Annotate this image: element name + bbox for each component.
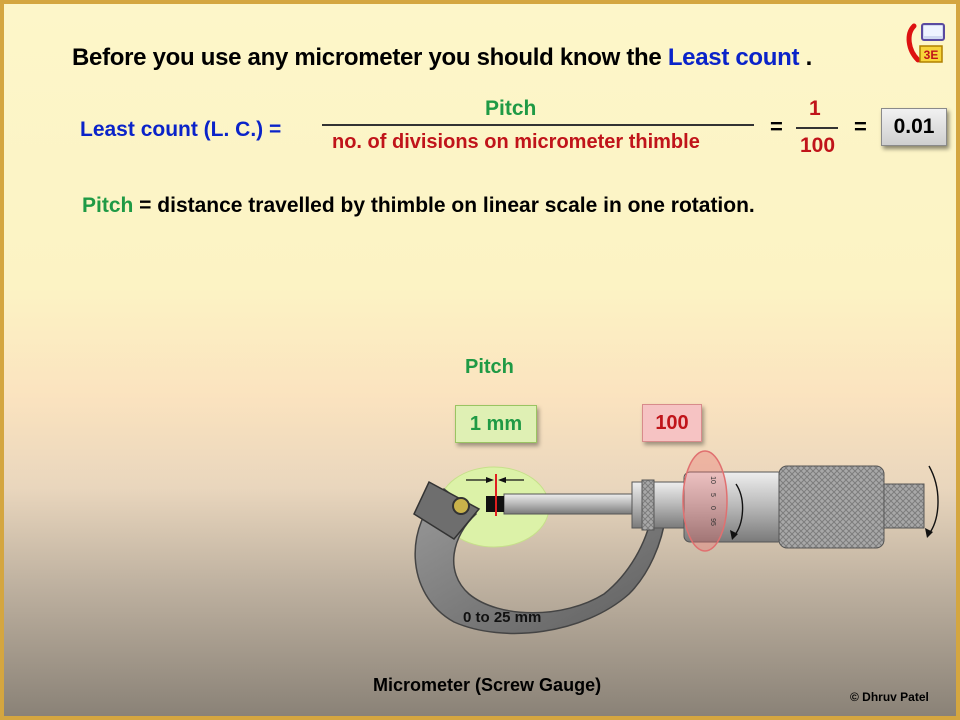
pitch-definition-text: = distance travelled by thimble on linear scale in one rotation. [133,194,755,217]
fraction-bar-small [796,127,838,129]
pitch-label: Pitch [465,356,514,378]
heading-accent: Least count [667,44,800,71]
slide-heading [72,44,812,72]
svg-text:3E: 3E [923,48,939,62]
thimble-mark-5: 5 [709,493,716,497]
pitch-definition [82,194,755,218]
fraction-bar [322,124,754,126]
thimble-mark-10: 10 [709,476,716,484]
heading-text: Before you use any micrometer you should know the [72,44,662,71]
ratchet-end [884,484,924,528]
thimble-mark-95: 95 [709,518,716,526]
micrometer-drawing [384,444,944,664]
thimble-mark-0: 0 [709,506,716,510]
diagram-caption: Micrometer (Screw Gauge) [373,675,602,695]
fraction-denominator: 100 [800,134,836,157]
range-label: 0 to 25 mm [463,609,542,626]
heading-suffix: . [799,44,812,71]
logo-icon [904,20,950,68]
copyright-text: © Dhruv Patel [850,690,929,704]
formula-numerator: Pitch [485,97,537,120]
pitch-term: Pitch [82,194,134,217]
divisions-value-box: 100 [642,404,702,442]
thimble-highlight-ellipse [683,451,727,551]
least-count-result: 0.01 [881,108,947,146]
spindle [504,494,634,514]
equals-sign-2: = [854,114,867,139]
equals-sign: = [770,114,783,139]
formula-denominator: no. of divisions on micrometer thimble [332,131,700,153]
pitch-value-box: 1 mm [455,405,537,443]
ratchet-knurl [779,466,884,548]
anvil-icon [453,498,469,514]
fraction-numerator: 1 [809,97,821,120]
least-count-label: Least count (L. C.) = [80,118,282,141]
